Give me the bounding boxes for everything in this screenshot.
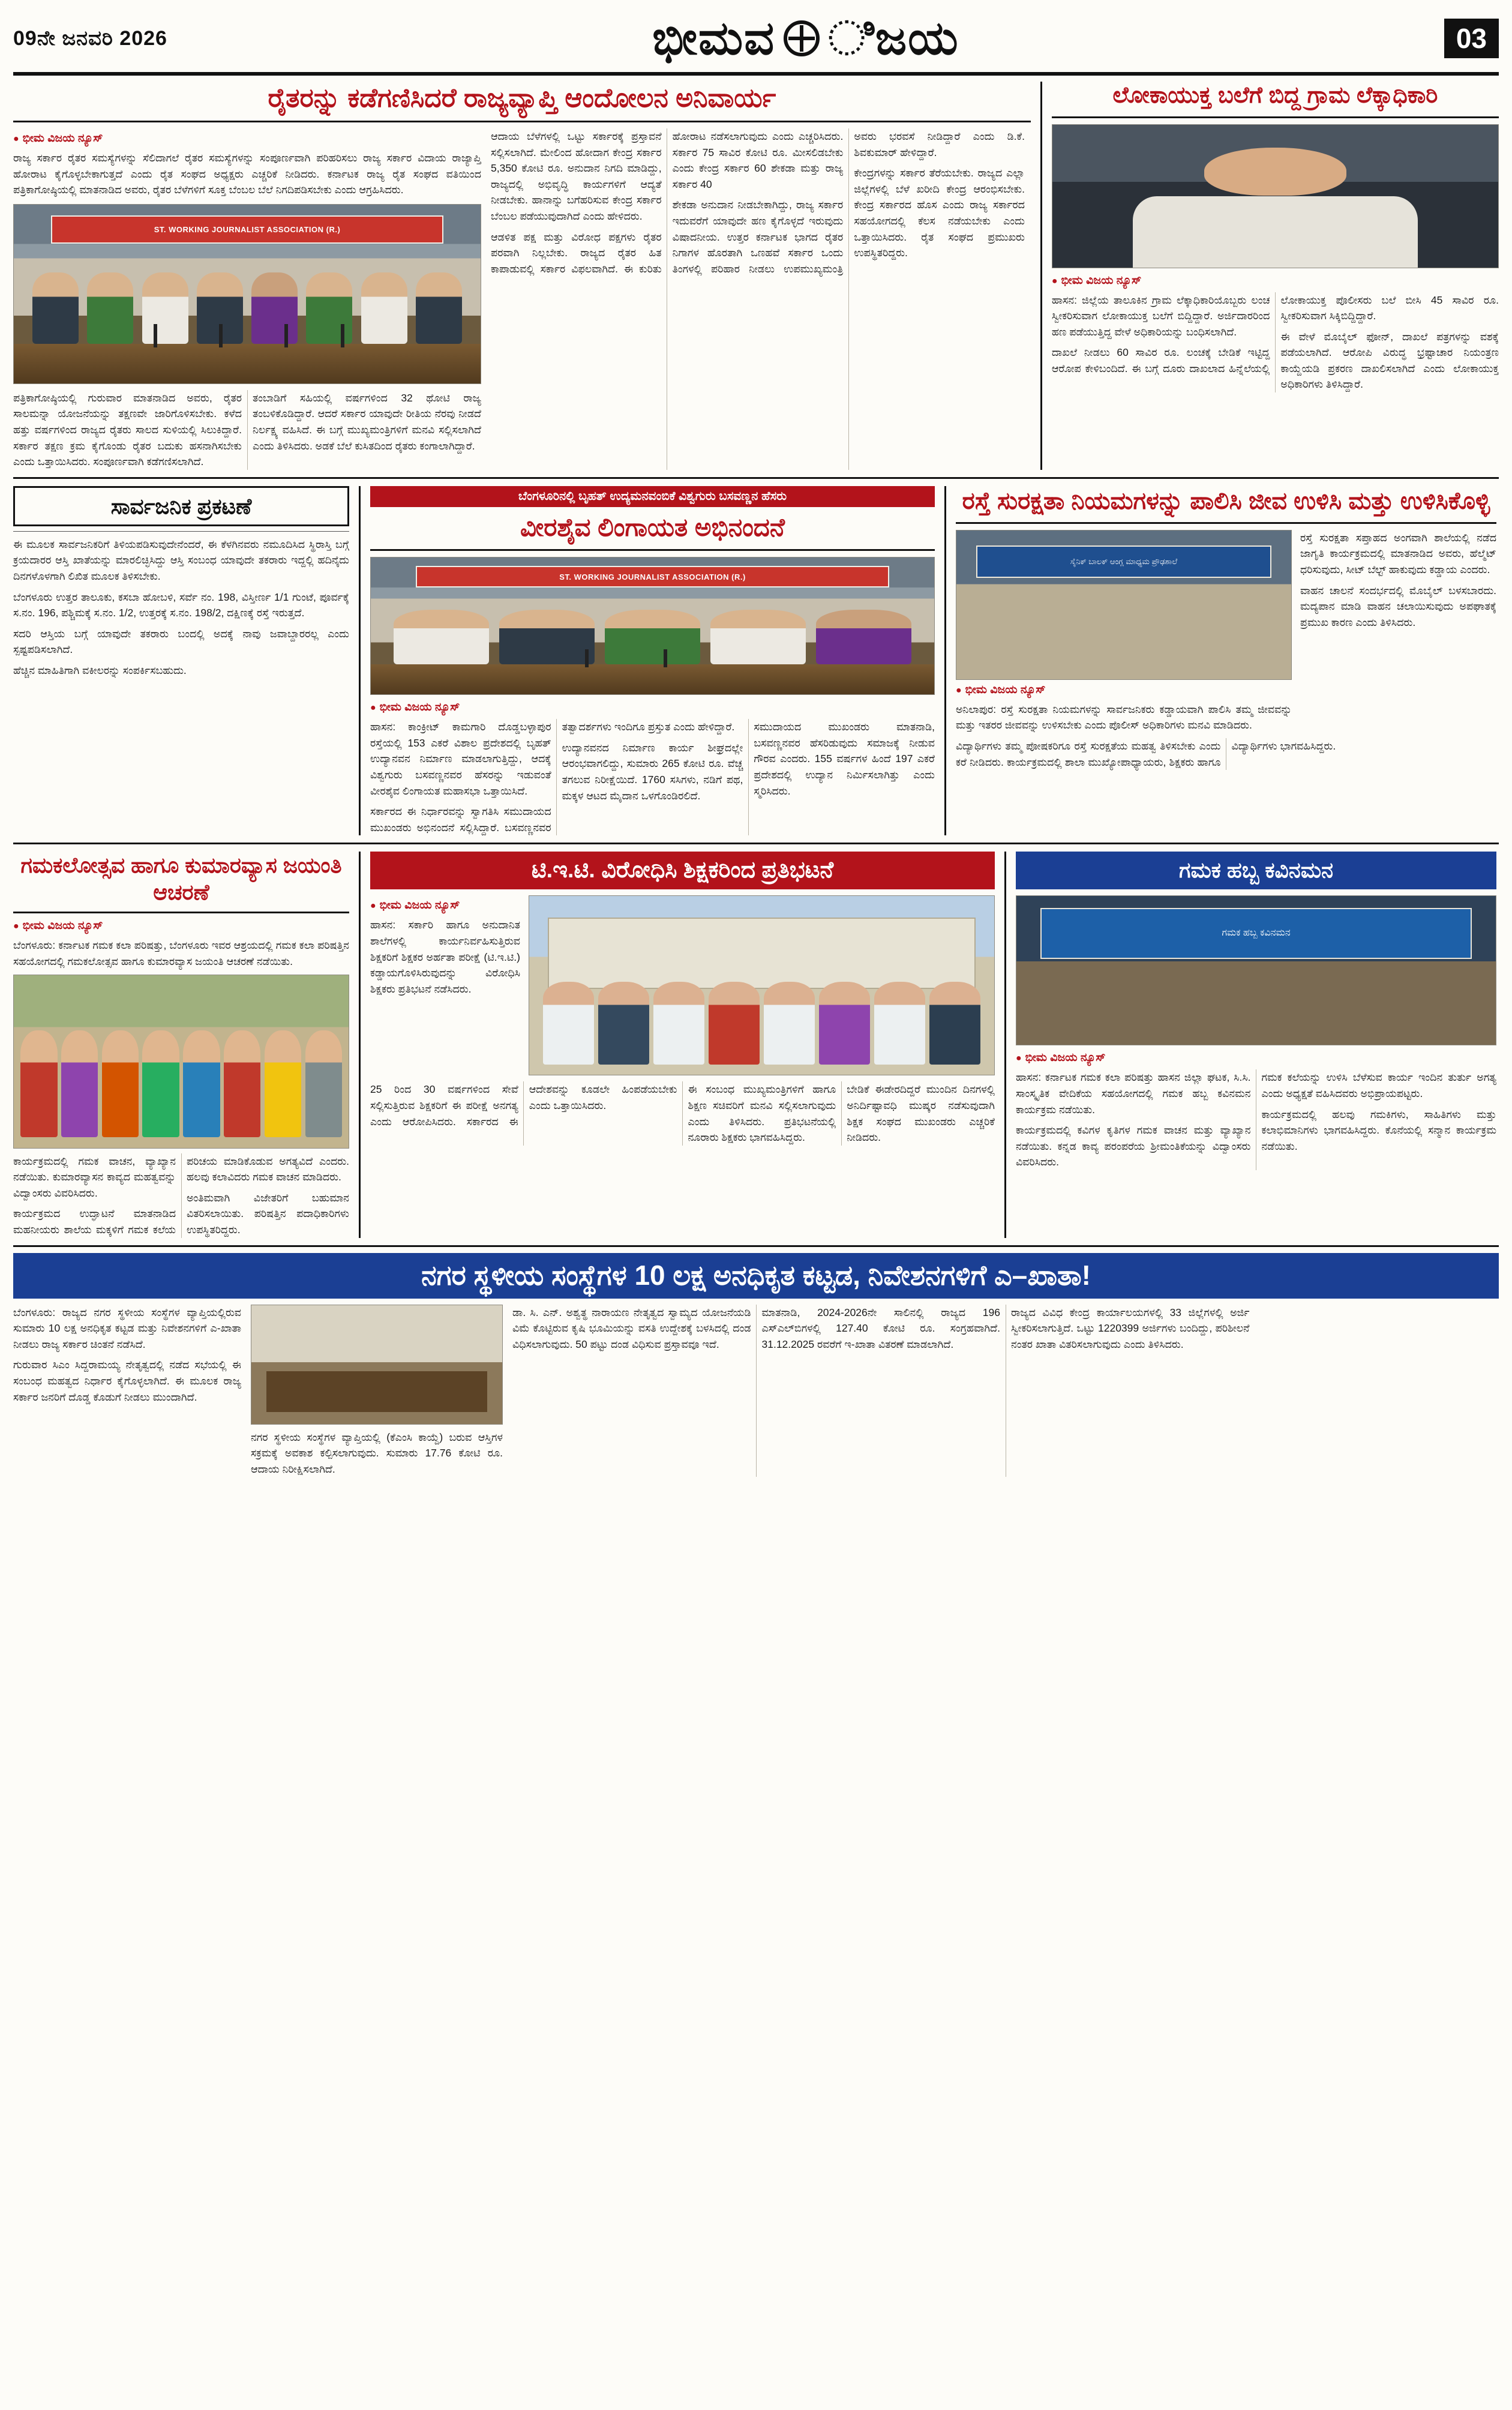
public-notice-para-2: ಸದರಿ ಆಸ್ತಿಯ ಬಗ್ಗೆ ಯಾವುದೇ ತಕರಾರು ಬಂದಲ್ಲಿ ಅದಕ್ಕೆ ನಾವು ಜವಾಬ್ದಾರರಲ್ಲ ಎಂದು ಸ್ಪಷ್ಟಪಡಿಸಲಾಗಿದೆ. xyxy=(13,627,349,656)
lead-byline: ● ಭೀಮ ವಿಜಯ ನ್ಯೂಸ್ xyxy=(13,132,481,145)
lingayat-byline: ● ಭೀಮ ವಿಜಯ ನ್ಯೂಸ್ xyxy=(370,701,935,714)
lingayat-para-2: ಉದ್ಯಾನವನದ ನಿರ್ಮಾಣ ಕಾರ್ಯ ಶೀಘ್ರದಲ್ಲೇ ಆರಂಭವಾಗಲಿದ್ದು, ಸುಮಾರು 265 ಕೋಟಿ ರೂ. ವೆಚ್ಚ ತಗಲುವ ನಿರೀಕ್ಷೆಯಿದೆ. 1760 ಸಸಿಗಳು, ನಡಿಗೆ ಪಥ, ಮಕ್ಕಳ ಆಟದ ಮೈದಾನ ಒಳಗೊಂಡಿರಲಿದೆ. xyxy=(562,741,743,802)
road-safety-byline: ● ಭೀಮ ವಿಜಯ ನ್ಯೂಸ್ xyxy=(956,684,1292,697)
lokayukta-para-1: ದಾಖಲೆ ನೀಡಲು 60 ಸಾವಿರ ರೂ. ಲಂಚಕ್ಕೆ ಬೇಡಿಕೆ ಇಟ್ಟಿದ್ದ ಆರೋಪ ಕೇಳಿಬಂದಿದೆ. ಈ ಬಗ್ಗೆ ದೂರು ದಾಖಲಾದ ಹಿನ್ನೆಲೆಯಲ್ಲಿ ಲೋಕಾಯುಕ್ತ ಪೊಲೀಸರು ಬಲೆ ಬೀಸಿ 45 ಸಾವಿರ ರೂ. ಸ್ವೀಕರಿಸುವಾಗ ಸಿಕ್ಕಿಬಿದ್ದಿದ್ದಾರೆ. xyxy=(1051,293,1499,374)
bottom-photo xyxy=(251,1305,503,1425)
teacher-protest-para-2: ಈ ಸಂಬಂಧ ಮುಖ್ಯಮಂತ್ರಿಗಳಿಗೆ ಹಾಗೂ ಶಿಕ್ಷಣ ಸಚಿವರಿಗೆ ಮನವಿ ಸಲ್ಲಿಸಲಾಗುವುದು ಎಂದು ತಿಳಿಸಿದರು. ಪ್ರತಿಭಟನೆಯಲ್ಲಿ ನೂರಾರು ಶಿಕ್ಷಕರು ಭಾಗವಹಿಸಿದ್ದರು. xyxy=(688,1083,836,1144)
bottom-para-1: ಗುರುವಾರ ಸಿಎಂ ಸಿದ್ದರಾಮಯ್ಯ ನೇತೃತ್ವದಲ್ಲಿ ನಡೆದ ಸಭೆಯಲ್ಲಿ ಈ ಸಂಬಂಧ ಮಹತ್ವದ ನಿರ್ಧಾರ ಕೈಗೊಳ್ಳಲಾಗಿದೆ. ಈ ಮೂಲಕ ರಾಜ್ಯ ಸರ್ಕಾರ ಜನರಿಗೆ ದೊಡ್ಡ ಕೊಡುಗೆ ನೀಡಲು ಮುಂದಾಗಿದೆ. xyxy=(13,1359,241,1403)
masthead-title-text-2: ಿಜಯ xyxy=(828,11,959,64)
bottom-section xyxy=(13,1245,1499,1477)
lower-section xyxy=(13,843,1499,1237)
public-notice-headline: ಸಾರ್ವಜನಿಕ ಪ್ರಕಟಣೆ xyxy=(110,493,252,518)
gamaka-right-photo-banner: ಗಮಕ ಹಬ್ಬ ಕವಿನಮನ xyxy=(1040,908,1472,958)
public-notice-para-3: ಹೆಚ್ಚಿನ ಮಾಹಿತಿಗಾಗಿ ವಕೀಲರನ್ನು ಸಂಪರ್ಕಿಸಬಹುದು. xyxy=(13,664,187,676)
road-safety-para-2: ವಾಹನ ಚಾಲನೆ ಸಂದರ್ಭದಲ್ಲಿ ಮೊಬೈಲ್ ಬಳಸಬಾರದು. ಮದ್ಯಪಾನ ಮಾಡಿ ವಾಹನ ಚಲಾಯಿಸುವುದು ಅಪಘಾತಕ್ಕೆ ಪ್ರಮುಖ ಕಾರಣ ಎಂದು ತಿಳಿಸಿದರು. xyxy=(1300,584,1496,628)
gamaka-left-headline: ಗಮಕಲೋತ್ಸವ ಹಾಗೂ ಕುಮಾರವ್ಯಾಸ ಜಯಂತಿ ಆಚರಣೆ xyxy=(20,853,342,905)
gamaka-right-para-0: ಹಾಸನ: ಕರ್ನಾಟಕ ಗಮಕ ಕಲಾ ಪರಿಷತ್ತು ಹಾಸನ ಜಿಲ್ಲಾ ಘಟಕ, ಸಿ.ಸಿ. ಸಾಂಸ್ಕೃತಿಕ ವೇದಿಕೆಯ ಸಹಯೋಗದಲ್ಲಿ ಗಮಕ ಹಬ್ಬ ಕವಿನಮನ ಕಾರ್ಯಕ್ರಮ ನಡೆಯಿತು. xyxy=(1016,1071,1251,1116)
lokayukta-headline: ಲೋಕಾಯುಕ್ತ ಬಲೆಗೆ ಬಿದ್ದ ಗ್ರಾಮ ಲೆಕ್ಕಾಧಿಕಾರಿ xyxy=(1112,83,1438,108)
lead-photo xyxy=(13,204,481,384)
lead-para-1: ಪತ್ರಿಕಾಗೋಷ್ಠಿಯಲ್ಲಿ ಗುರುವಾರ ಮಾತನಾಡಿದ ಅವರು, ರೈತರ ಸಾಲಮನ್ನಾ ಯೋಜನೆಯನ್ನು ತಕ್ಷಣವೇ ಜಾರಿಗೊಳಿಸಬೇಕು. ಕಳೆದ ಹತ್ತು ವರ್ಷಗಳಿಂದ ರಾಜ್ಯದ ರೈತರು ಸಾಲದ ಸುಳಿಯಲ್ಲಿ ಸಿಲುಕಿದ್ದಾರೆ. ಸರ್ಕಾರ ತಕ್ಷಣ ಕ್ರಮ ಕೈಗೊಂಡು ರೈತರ ಬದುಕು ಹಸನಾಗಿಸಬೇಕು ಎಂದು ಒತ್ತಾಯಿಸಿದರು. ಸಂಪೂರ್ಣವಾಗಿ ಕಡೆಗಣಿಸಲಾಗಿದೆ. xyxy=(13,391,242,468)
road-safety-para-3: ವಿದ್ಯಾರ್ಥಿಗಳು ತಮ್ಮ ಪೋಷಕರಿಗೂ ರಸ್ತೆ ಸುರಕ್ಷತೆಯ ಮಹತ್ವ ತಿಳಿಸಬೇಕು ಎಂದು ಕರೆ ನೀಡಿದರು. ಕಾರ್ಯಕ್ರಮದಲ್ಲಿ ಶಾಲಾ ಮುಖ್ಯೋಪಾಧ್ಯಾಯರು, ಶಿಕ್ಷಕರು ಹಾಗೂ ವಿದ್ಯಾರ್ಥಿಗಳು ಭಾಗವಹಿಸಿದ್ದರು. xyxy=(956,739,1336,768)
public-notice xyxy=(13,486,349,836)
top-section xyxy=(13,82,1499,470)
lead-headline: ರೈತರನ್ನು ಕಡೆಗಣಿಸಿದರೆ ರಾಜ್ಯವ್ಯಾಪ್ತಿ ಆಂದೋಲನ ಅನಿವಾರ್ಯ xyxy=(268,83,776,113)
bottom-banner-headline: ನಗರ ಸ್ಥಳೀಯ ಸಂಸ್ಥೆಗಳ 10 ಲಕ್ಷ ಅನಧಿಕೃತ ಕಟ್ಟಡ, ನಿವೇಶನಗಳಿಗೆ ಎ–ಖಾತಾ! xyxy=(13,1253,1499,1299)
public-notice-para-0: ಈ ಮೂಲಕ ಸಾರ್ವಜನಿಕರಿಗೆ ತಿಳಿಯಪಡಿಸುವುದೇನೆಂದರೆ, ಈ ಕೆಳಗಿನವರು ನಮೂದಿಸಿದ ಸ್ಥಿರಾಸ್ತಿ ಬಗ್ಗೆ ಕ್ರಯದಾರರ ಆಸ್ತಿ ಖಾತೆಯನ್ನು ಮಾರಲಿಚ್ಛಿಸಿದ್ದು ಆಸ್ತಿ ಸಂಬಂಧ ಯಾವುದೇ ತಕರಾರು ಇದ್ದಲ್ಲಿ ಹದಿನೈದು ದಿನಗಳೊಳಗಾಗಿ ಲಿಖಿತ ಮೂಲಕ ತಿಳಿಸಬೇಕು. xyxy=(13,538,349,582)
teacher-protest-headline: ಟಿ.ಇ.ಟಿ. ವಿರೋಧಿಸಿ ಶಿಕ್ಷಕರಿಂದ ಪ್ರತಿಭಟನೆ xyxy=(370,852,995,889)
gamaka-left-para-0: ಬೆಂಗಳೂರು: ಕರ್ನಾಟಕ ಗಮಕ ಕಲಾ ಪರಿಷತ್ತು, ಬೆಂಗಳೂರು ಇವರ ಆಶ್ರಯದಲ್ಲಿ ಗಮಕ ಕಲಾ ಪರಿಷತ್ತಿನ ಸಹಯೋಗದಲ್ಲಿ ಗಮಕಲೋತ್ಸವ ಹಾಗೂ ಕುಮಾರವ್ಯಾಸ ಜಯಂತಿ ಆಚರಣೆ ನಡೆಯಿತು. xyxy=(13,939,349,967)
gamaka-right-para-1: ಕಾರ್ಯಕ್ರಮದಲ್ಲಿ ಕವಿಗಳ ಕೃತಿಗಳ ಗಮಕ ವಾಚನ ಮತ್ತು ವ್ಯಾಖ್ಯಾನ ನಡೆಯಿತು. ಕನ್ನಡ ಕಾವ್ಯ ಪರಂಪರೆಯ ಶ್ರೀಮಂತಿಕೆಯನ್ನು ವಿದ್ವಾಂಸರು ವಿವರಿಸಿದರು. xyxy=(1016,1124,1251,1168)
road-safety-story xyxy=(944,486,1496,836)
teacher-protest-para-0: ಹಾಸನ: ಸರ್ಕಾರಿ ಹಾಗೂ ಅನುದಾನಿತ ಶಾಲೆಗಳಲ್ಲಿ ಕಾರ್ಯನಿರ್ವಹಿಸುತ್ತಿರುವ ಶಿಕ್ಷಕರಿಗೆ ಶಿಕ್ಷಕರ ಅರ್ಹತಾ ಪರೀಕ್ಷೆ (ಟಿ.ಇ.ಟಿ.) ಕಡ್ಡಾಯಗೊಳಿಸಿರುವುದನ್ನು ವಿರೋಧಿಸಿ ಶಿಕ್ಷಕರು ಪ್ರತಿಭಟನೆ ನಡೆಸಿದರು. xyxy=(370,919,520,995)
road-safety-headline: ರಸ್ತೆ ಸುರಕ್ಷತಾ ನಿಯಮಗಳನ್ನು ಪಾಲಿಸಿ ಜೀವ ಉಳಿಸಿ ಮತ್ತು ಉಳಿಸಿಕೊಳ್ಳಿ xyxy=(962,487,1490,514)
lead-para-0: ರಾಜ್ಯ ಸರ್ಕಾರ ರೈತರ ಸಮಸ್ಯೆಗಳನ್ನು ಸೆಲಿದಾಗಲೆ ರೈತರ ಸಮಸ್ಯೆಗಳನ್ನು ಸಂಪೂರ್ಣವಾಗಿ ಪರಿಹರಿಸಲು ರಾಜ್ಯ ಸರ್ಕಾರ ವಿದಾಯ ರಾಜ್ಯಾಪ್ತಿ ಹೋರಾಟ ಕೈಗೊಳ್ಳಬೇಕಾಗುತ್ತದೆ ಎಂದು ರೈತ ಸಂಘದ ಅಧ್ಯಕ್ಷರು ಎಚ್ಚರಿಕೆ ನೀಡಿದರು. ಕರ್ನಾಟಕ ರಾಜ್ಯ ರೈತ ಸಂಘದ ವತಿಯಿಂದ ಪತ್ರಿಕಾಗೋಷ್ಠಿಯಲ್ಲಿ ಮಾತನಾಡಿದ ಅವರು, ರೈತರ ಬೆಳೆಗಳಿಗೆ ಸೂಕ್ತ ಬೆಂಬಲ ಬೆಲೆ ನಿಗದಿಪಡಿಸಬೇಕು ಎಂದು ಆಗ್ರಹಿಸಿದರು. xyxy=(13,152,481,196)
lokayukta-story xyxy=(1040,82,1499,470)
gamaka-left-para-1: ಕಾರ್ಯಕ್ರಮದಲ್ಲಿ ಗಮಕ ವಾಚನ, ವ್ಯಾಖ್ಯಾನ ನಡೆಯಿತು. ಕುಮಾರವ್ಯಾಸನ ಕಾವ್ಯದ ಮಹತ್ವವನ್ನು ವಿದ್ವಾಂಸರು ವಿವರಿಸಿದರು. xyxy=(13,1155,176,1199)
lokayukta-byline: ● ಭೀಮ ವಿಜಯ ನ್ಯೂಸ್ xyxy=(1052,274,1499,287)
teacher-protest-story xyxy=(359,852,995,1237)
lingayat-para-3: ಸಮುದಾಯದ ಮುಖಂಡರು ಮಾತನಾಡಿ, ಬಸವಣ್ಣನವರ ಹೆಸರಿಡುವುದು ಸಮಾಜಕ್ಕೆ ನೀಡುವ ಗೌರವ ಎಂದರು. 155 ವರ್ಷಗಳ ಹಿಂದೆ 197 ಎಕರೆ ಪ್ರದೇಶದಲ್ಲಿ ಉದ್ಯಾನ ನಿರ್ಮಿಸಲಾಗಿತ್ತು ಎಂದು ಸ್ಮರಿಸಿದರು. xyxy=(754,721,935,797)
lokayukta-para-2: ಈ ವೇಳೆ ಮೊಬೈಲ್ ಫೋನ್, ದಾಖಲೆ ಪತ್ರಗಳನ್ನು ವಶಕ್ಕೆ ಪಡೆಯಲಾಗಿದೆ. ಆರೋಪಿ ವಿರುದ್ಧ ಭ್ರಷ್ಟಾಚಾರ ನಿಯಂತ್ರಣ ಕಾಯ್ದೆಯಡಿ ಪ್ರಕರಣ ದಾಖಲಿಸಲಾಗಿದೆ ಎಂದು ಲೋಕಾಯುಕ್ತ ಅಧಿಕಾರಿಗಳು ತಿಳಿಸಿದ್ದಾರೆ. xyxy=(1280,330,1499,391)
lingayat-headline: ವೀರಶೈವ ಲಿಂಗಾಯತ ಅಭಿನಂದನೆ xyxy=(520,512,785,541)
road-safety-para-0: ಅನಿಲಾಪುರ: ರಸ್ತೆ ಸುರಕ್ಷತಾ ನಿಯಮಗಳನ್ನು ಸಾರ್ವಜನಿಕರು ಕಡ್ಡಾಯವಾಗಿ ಪಾಲಿಸಿ ತಮ್ಮ ಜೀವವನ್ನು ಮತ್ತು ಇತರರ ಜೀವವನ್ನು ಉಳಿಸಬೇಕು ಎಂದು ಪೊಲೀಸ್ ಅಧಿಕಾರಿಗಳು ಮನವಿ ಮಾಡಿದರು. xyxy=(956,703,1292,732)
middle-section xyxy=(13,477,1499,836)
lead-para-2: ತಂಬಾಡಿಗೆ ಸಹಿಯಲ್ಲಿ ವರ್ಷಗಳಿಂದ 32 ಥೋಟಿ ರಾಜ್ಯ ತಂಬಳಿಕೊಡಿದ್ದಾರೆ. ಆದರೆ ಸರ್ಕಾರ ಯಾವುದೇ ರೀತಿಯ ನೆರವು ನೀಡದೆ ನಿರ್ಲಕ್ಷ್ಯ ವಹಿಸಿದೆ. ಈ ಬಗ್ಗೆ ಮುಖ್ಯಮಂತ್ರಿಗಳಿಗೆ ಮನವಿ ಸಲ್ಲಿಸಲಾಗಿದೆ ಎಂದು ತಿಳಿಸಿದರು. ಅಡಕೆ ಬೆಲೆ ಕುಸಿತದಿಂದ ರೈತರು ಕಂಗಾಲಾಗಿದ್ದಾರೆ. xyxy=(253,391,481,452)
gamaka-right-para-3: ಕಾರ್ಯಕ್ರಮದಲ್ಲಿ ಹಲವು ಗಮಕಿಗಳು, ಸಾಹಿತಿಗಳು ಮತ್ತು ಕಲಾಭಿಮಾನಿಗಳು ಭಾಗವಹಿಸಿದ್ದರು. ಕೊನೆಯಲ್ಲಿ ಸನ್ಮಾನ ಕಾರ್ಯಕ್ರಮ ನಡೆಯಿತು. xyxy=(1261,1108,1496,1152)
bottom-para-0: ಬೆಂಗಳೂರು: ರಾಜ್ಯದ ನಗರ ಸ್ಥಳೀಯ ಸಂಸ್ಥೆಗಳ ವ್ಯಾಪ್ತಿಯಲ್ಲಿರುವ ಸುಮಾರು 10 ಲಕ್ಷ ಅನಧಿಕೃತ ಕಟ್ಟಡ ಮತ್ತು ನಿವೇಶನಗಳಿಗೆ ಎ-ಖಾತಾ ನೀಡಲು ರಾಜ್ಯ ಸರ್ಕಾರ ಚಿಂತನೆ ನಡೆಸಿದೆ. xyxy=(13,1306,241,1350)
photo-banner-text: ST. WORKING JOURNALIST ASSOCIATION (R.) xyxy=(51,215,443,244)
gamaka-right-byline: ● ಭೀಮ ವಿಜಯ ನ್ಯೂಸ್ xyxy=(1016,1051,1496,1065)
bottom-para-2: ನಗರ ಸ್ಥಳೀಯ ಸಂಸ್ಥೆಗಳ ವ್ಯಾಪ್ತಿಯಲ್ಲಿ (ಕೆಎಂಸಿ ಕಾಯ್ದೆ) ಬರುವ ಆಸ್ತಿಗಳ ಸಕ್ರಮಕ್ಕೆ ಅವಕಾಶ ಕಲ್ಪಿಸಲಾಗುವುದು. ಸುಮಾರು 17.76 ಕೋಟಿ ರೂ. ಆದಾಯ ನಿರೀಕ್ಷಿಸಲಾಗಿದೆ. xyxy=(251,1431,503,1475)
gamaka-right-para-2: ಗಮಕ ಕಲೆಯನ್ನು ಉಳಿಸಿ ಬೆಳೆಸುವ ಕಾರ್ಯ ಇಂದಿನ ತುರ್ತು ಅಗತ್ಯ ಎಂದು ಅಧ್ಯಕ್ಷತೆ ವಹಿಸಿದವರು ಅಭಿಪ್ರಾಯಪಟ್ಟರು. xyxy=(1261,1071,1496,1099)
lead-para-5: ಶೇಕಡಾ ಅನುದಾನ ನೀಡಬೇಕಾಗಿದ್ದು, ರಾಜ್ಯ ಸರ್ಕಾರ ಇದುವರೆಗೆ ಯಾವುದೇ ಹಣ ಕೈಗೊಳ್ಳದೆ ಇರುವುದು ವಿಷಾದನೀಯ. ಉತ್ತರ ಕರ್ನಾಟಕ ಭಾಗದ ರೈತರ ನಿಗಾಗಳ ಹೊರತಾಗಿ ಒಣಹವೆ ಸರ್ಕಾರ ಒಂದು ತಿಂಗಳಲ್ಲಿ ಪರಿಹಾರ ನೀಡಲು ಉಪಮುಖ್ಯಮಂತ್ರಿ ಅವರು ಭರವಸೆ ನೀಡಿದ್ದಾರೆ ಎಂದು ಡಿ.ಕೆ. ಶಿವಕುಮಾರ್ ಹೇಳಿದ್ದಾರೆ. xyxy=(672,130,1025,275)
newspaper-title xyxy=(652,11,959,66)
lead-para-4: ಆಡಳಿತ ಪಕ್ಷ ಮತ್ತು ವಿರೋಧ ಪಕ್ಷಗಳು ರೈತರ ಪರವಾಗಿ ನಿಲ್ಲಬೇಕು. ರಾಜ್ಯದ ರೈತರ ಹಿತ ಕಾಪಾಡುವಲ್ಲಿ ಸರ್ಕಾರ ವಿಫಲವಾಗಿದೆ. ಈ ಕುರಿತು ಹೋರಾಟ ನಡೆಸಲಾಗುವುದು ಎಂದು ಎಚ್ಚರಿಸಿದರು. ಸರ್ಕಾರ 75 ಸಾವಿರ ಕೋಟಿ ರೂ. ಮೀಸಲಿಡಬೇಕು ಎಂದು ಕೇಂದ್ರ ಸರ್ಕಾರ 60 ಶೇಕಡಾ ಮತ್ತು ರಾಜ್ಯ ಸರ್ಕಾರ 40 xyxy=(491,130,844,275)
gamaka-left-photo xyxy=(13,975,349,1149)
road-safety-para-1: ರಸ್ತೆ ಸುರಕ್ಷತಾ ಸಪ್ತಾಹದ ಅಂಗವಾಗಿ ಶಾಲೆಯಲ್ಲಿ ನಡೆದ ಜಾಗೃತಿ ಕಾರ್ಯಕ್ರಮದಲ್ಲಿ ಮಾತನಾಡಿದ ಅವರು, ಹೆಲ್ಮೆಟ್ ಧರಿಸುವುದು, ಸೀಟ್ ಬೆಲ್ಟ್ ಹಾಕುವುದು ಕಡ್ಡಾಯ ಎಂದರು. xyxy=(1300,531,1496,575)
lingayat-story xyxy=(359,486,935,836)
publication-date: 09ನೇ ಜನವರಿ 2026 xyxy=(13,26,167,50)
gamaka-left-byline: ● ಭೀಮ ವಿಜಯ ನ್ಯೂಸ್ xyxy=(13,919,349,933)
bottom-para-4: ಮಾತನಾಡಿ, 2024-2026ನೇ ಸಾಲಿನಲ್ಲಿ ರಾಜ್ಯದ 196 ಎಸ್‌ಎಲ್‌ಬಿಗಳಲ್ಲಿ 127.40 ಕೋಟಿ ರೂ. ಸಂಗ್ರಹವಾಗಿದೆ. 31.12.2025 ರವರೆಗೆ ಇ-ಖಾತಾ ವಿತರಣೆ ಮಾಡಲಾಗಿದೆ. xyxy=(761,1306,1000,1350)
public-notice-para-1: ಬೆಂಗಳೂರು ಉತ್ತರ ತಾಲೂಕು, ಕಸಬಾ ಹೋಬಳಿ, ಸರ್ವೆ ನಂ. 198, ವಿಸ್ತೀರ್ಣ 1/1 ಗುಂಟೆ, ಪೂರ್ವಕ್ಕೆ ಸ.ನಂ. 196, ಪಶ್ಚಿಮಕ್ಕೆ ಸ.ನಂ. 1/2, ಉತ್ತರಕ್ಕೆ ಸ.ನಂ. 198/2, ದಕ್ಷಿಣಕ್ಕೆ ರಸ್ತೆ ಇರುತ್ತದೆ. xyxy=(13,590,349,619)
lingayat-para-1: ಸರ್ಕಾರದ ಈ ನಿರ್ಧಾರವನ್ನು ಸ್ವಾಗತಿಸಿ ಸಮುದಾಯದ ಮುಖಂಡರು ಅಭಿನಂದನೆ ಸಲ್ಲಿಸಿದ್ದಾರೆ. ಬಸವಣ್ಣನವರ ತತ್ವಾದರ್ಶಗಳು ಇಂದಿಗೂ ಪ್ರಸ್ತುತ ಎಂದು ಹೇಳಿದ್ದಾರೆ. xyxy=(370,721,735,834)
road-safety-photo xyxy=(956,530,1292,680)
teacher-protest-byline: ● ಭೀಮ ವಿಜಯ ನ್ಯೂಸ್ xyxy=(370,899,520,912)
ashoka-chakra-icon xyxy=(784,20,820,56)
gamaka-left-para-3: ಅಂತಿಮವಾಗಿ ವಿಜೇತರಿಗೆ ಬಹುಮಾನ ವಿತರಿಸಲಾಯಿತು. ಪರಿಷತ್ತಿನ ಪದಾಧಿಕಾರಿಗಳು ಉಪಸ್ಥಿತರಿದ್ದರು. xyxy=(187,1191,349,1236)
teacher-protest-photo xyxy=(529,895,995,1075)
lingayat-photo xyxy=(370,557,935,695)
gamaka-right-headline: ಗಮಕ ಹಬ್ಬ ಕವಿನಮನ xyxy=(1016,852,1496,889)
teacher-protest-para-1: 25 ರಿಂದ 30 ವರ್ಷಗಳಿಂದ ಸೇವೆ ಸಲ್ಲಿಸುತ್ತಿರುವ ಶಿಕ್ಷಕರಿಗೆ ಈ ಪರೀಕ್ಷೆ ಅನಗತ್ಯ ಎಂದು ಆರೋಪಿಸಿದರು. ಸರ್ಕಾರದ ಈ ಆದೇಶವನ್ನು ಕೂಡಲೇ ಹಿಂಪಡೆಯಬೇಕು ಎಂದು ಒತ್ತಾಯಿಸಿದರು. xyxy=(370,1083,677,1128)
lead-para-3: ಆದಾಯ ಬೆಳೆಗಳಲ್ಲಿ ಒಟ್ಟು ಸರ್ಕಾರಕ್ಕೆ ಪ್ರಸ್ತಾವನೆ ಸಲ್ಲಿಸಲಾಗಿದೆ. ಮೇಲಿಂದ ಹೋದಾಗ ಕೇಂದ್ರ ಸರ್ಕಾರ 5,350 ಕೋಟಿ ರೂ. ಅನುದಾನ ನಿಗದಿ ಮಾಡಿದ್ದು, ರಾಜ್ಯದಲ್ಲಿ ಅಭಿವೃದ್ಧಿ ಕಾರ್ಯಗಳಿಗೆ ಆದ್ಯತೆ ನೀಡಬೇಕು. ಹಾನಾನ್ನು ಬಗೆಹರಿಸುವ ಕೇಂದ್ರ ಸರ್ಕಾರ ಬೆಂಬಲ ಪಡೆಯುವುದಾಗಿದೆ ಎಂದು ಹೇಳಿದರು. xyxy=(491,130,662,222)
lokayukta-photo xyxy=(1052,124,1499,268)
gamaka-left-story xyxy=(13,852,349,1237)
lead-para-6: ಕೇಂದ್ರಗಳನ್ನು ಸರ್ಕಾರ ತೆರೆಯಬೇಕು. ರಾಜ್ಯದ ಎಲ್ಲಾ ಜಿಲ್ಲೆಗಳಲ್ಲಿ ಬೆಳೆ ಖರೀದಿ ಕೇಂದ್ರ ಆರಂಭಿಸಬೇಕು. ಕೇಂದ್ರ ಸರ್ಕಾರದ ಹೊಸ ಎಂದು ರಾಜ್ಯ ಸರ್ಕಾರದ ಸಹಯೋಗದಲ್ಲಿ ಕೆಲಸ ನಡೆಯಬೇಕು ಎಂದು ಒತ್ತಾಯಿಸಿದರು. ರೈತ ಸಂಘದ ಪ್ರಮುಖರು ಉಪಸ್ಥಿತರಿದ್ದರು. xyxy=(854,167,1025,259)
masthead xyxy=(13,11,1499,76)
lingayat-kicker: ಬೆಂಗಳೂರಿನಲ್ಲಿ ಬೃಹತ್ ಉದ್ಯಮನವಂಬಿಕೆ ವಿಶ್ವಗುರು ಬಸವಣ್ಣನ ಹೆಸರು xyxy=(370,486,935,507)
road-safety-photo-banner: ಸೈನಿಕ್ ಬಾಲಕ್ ಆಂಗ್ಲ ಮಾಧ್ಯಮ ಪ್ರೌಢಶಾಲೆ xyxy=(976,545,1271,578)
lingayat-photo-banner: ST. WORKING JOURNALIST ASSOCIATION (R.) xyxy=(416,566,889,587)
lingayat-para-0: ಹಾಸನ: ಕಾಂಕ್ರೀಟ್ ಕಾಮಗಾರಿ ದೊಡ್ಡಬಳ್ಳಾಪುರ ರಸ್ತೆಯಲ್ಲಿ 153 ಎಕರೆ ವಿಶಾಲ ಪ್ರದೇಶದಲ್ಲಿ ಬೃಹತ್ ಉದ್ಯಾನವನ ನಿರ್ಮಾಣ ಮಾಡಲಾಗುತ್ತಿದ್ದು, ಆದಕ್ಕೆ ವಿಶ್ವಗುರು ಬಸವಣ್ಣನವರ ಹೆಸರನ್ನು ಇಡುವಂತೆ ವೀರಶೈವ ಲಿಂಗಾಯತ ಮಹಾಸಭಾ ಒತ್ತಾಯಿಸಿದೆ. xyxy=(370,721,551,797)
teacher-protest-para-3: ಬೇಡಿಕೆ ಈಡೇರದಿದ್ದರೆ ಮುಂದಿನ ದಿನಗಳಲ್ಲಿ ಅನಿರ್ದಿಷ್ಟಾವಧಿ ಮುಷ್ಕರ ನಡೆಸುವುದಾಗಿ ಶಿಕ್ಷಕ ಸಂಘದ ಮುಖಂಡರು ಎಚ್ಚರಿಕೆ ನೀಡಿದರು. xyxy=(847,1083,995,1144)
gamaka-right-photo xyxy=(1016,895,1496,1045)
gamaka-right-story xyxy=(1004,852,1496,1237)
bottom-para-3: ಡಾ. ಸಿ. ಎನ್. ಅಶ್ವತ್ಥ ನಾರಾಯಣ ನೇತೃತ್ವದ ಸ್ವಾಮ್ಯದ ಯೋಜನೆಯಡಿ ವಿಮೆ ಕೊಟ್ಟಿರುವ ಕೃಷಿ ಭೂಮಿಯನ್ನು ವಸತಿ ಉದ್ದೇಶಕ್ಕೆ ಬಳಸಿದಲ್ಲಿ ದಂಡ ವಿಧಿಸಲಾಗುವುದು. 50 ಪಟ್ಟು ದಂಡ ವಿಧಿಸುವ ಪ್ರಸ್ತಾವವೂ ಇದೆ. xyxy=(512,1306,751,1350)
lokayukta-para-0: ಹಾಸನ: ಜಿಲ್ಲೆಯ ತಾಲೂಕಿನ ಗ್ರಾಮ ಲೆಕ್ಕಾಧಿಕಾರಿಯೊಬ್ಬರು ಲಂಚ ಸ್ವೀಕರಿಸುವಾಗ ಲೋಕಾಯುಕ್ತ ಬಲೆಗೆ ಬಿದ್ದಿದ್ದಾರೆ. ಅರ್ಜಿದಾರರಿಂದ ಹಣ ಪಡೆಯುತ್ತಿದ್ದ ವೇಳೆ ಅಧಿಕಾರಿಯನ್ನು ಬಂಧಿಸಲಾಗಿದೆ. xyxy=(1051,293,1270,338)
gamaka-left-para-2: ಕಾರ್ಯಕ್ರಮದ ಉದ್ಘಾಟನೆ ಮಾತನಾಡಿದ ಮಹನೀಯರು ಶಾಲೆಯ ಮಕ್ಕಳಿಗೆ ಗಮಕ ಕಲೆಯ ಪರಿಚಯ ಮಾಡಿಕೊಡುವ ಅಗತ್ಯವಿದೆ ಎಂದರು. ಹಲವು ಕಲಾವಿದರು ಗಮಕ ವಾಚನ ಮಾಡಿದರು. xyxy=(13,1155,349,1236)
lead-story xyxy=(13,82,1031,470)
bottom-para-5: ರಾಜ್ಯದ ವಿವಿಧ ಕೇಂದ್ರ ಕಾರ್ಯಾಲಯಗಳಲ್ಲಿ 33 ಜಿಲ್ಲೆಗಳಲ್ಲಿ ಅರ್ಜಿ ಸ್ವೀಕರಿಸಲಾಗುತ್ತಿದೆ. ಒಟ್ಟು 1220399 ಅರ್ಜಿಗಳು ಬಂದಿದ್ದು, ಪರಿಶೀಲನೆ ನಂತರ ಖಾತಾ ವಿತರಿಸಲಾಗುವುದು ಎಂದು ತಿಳಿಸಿದರು. xyxy=(1011,1306,1250,1350)
masthead-title-text: ಭೀಮವ xyxy=(652,11,776,64)
page-number: 03 xyxy=(1444,19,1499,58)
